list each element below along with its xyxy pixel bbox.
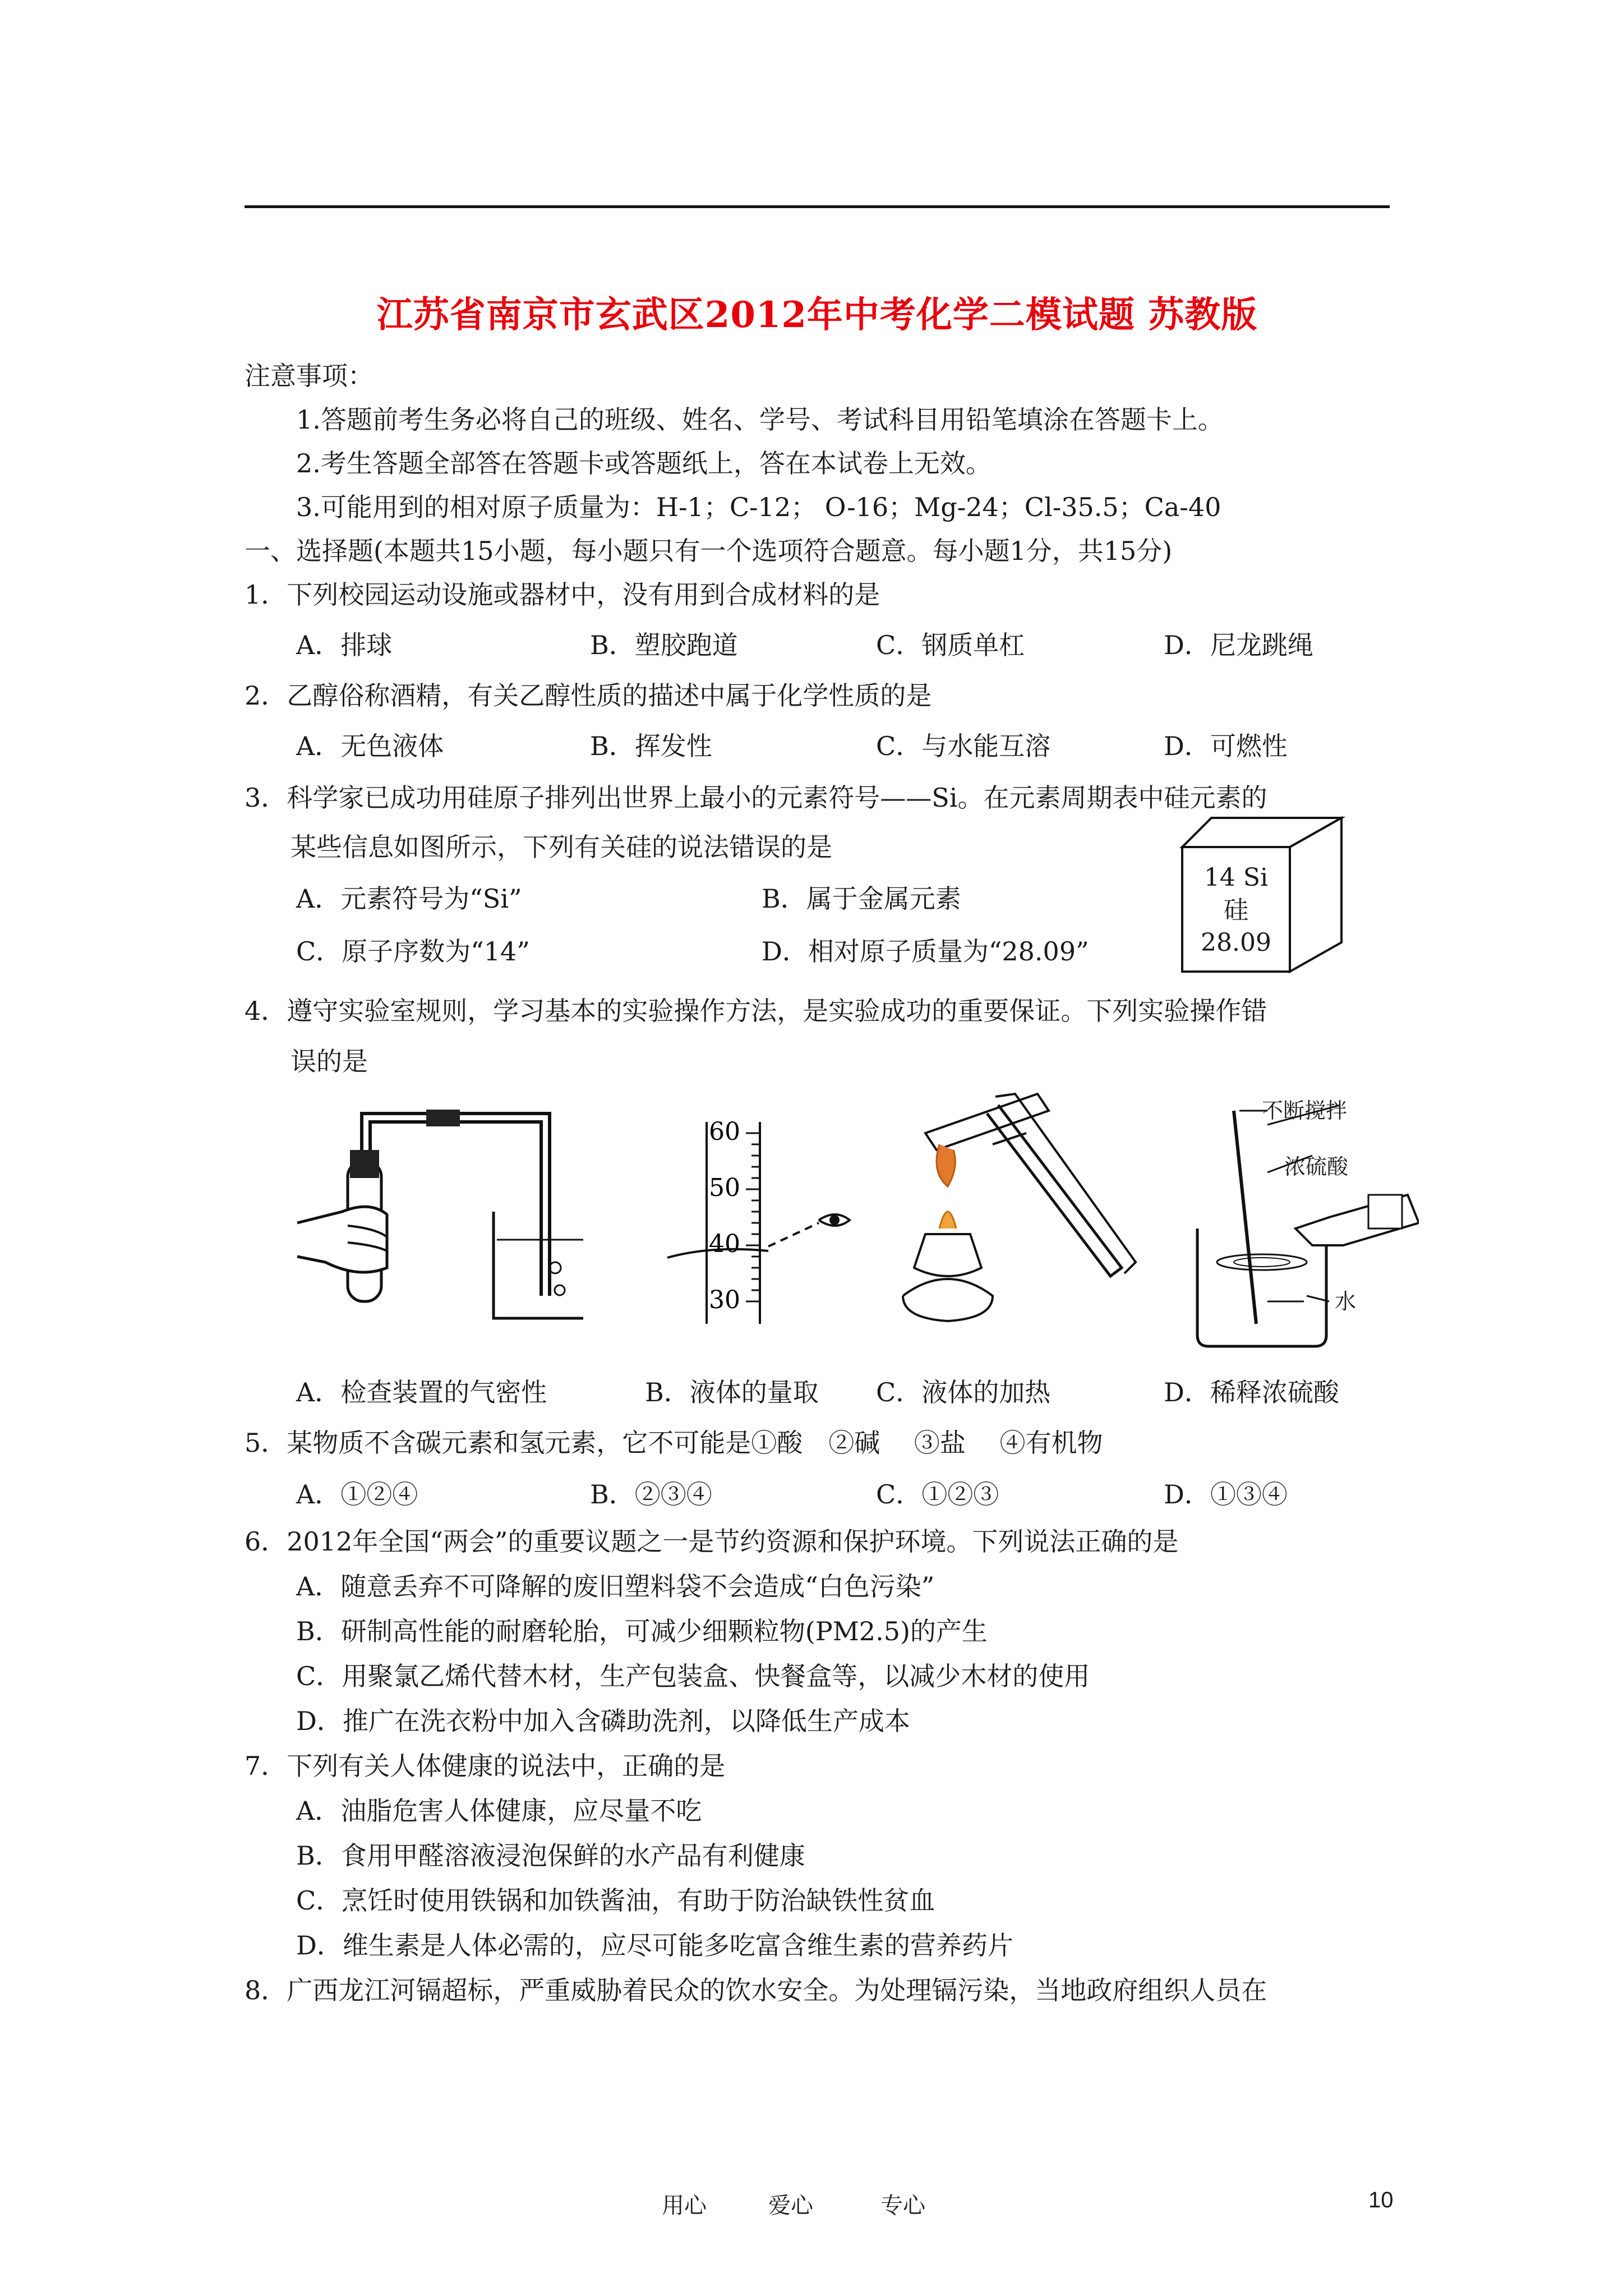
q2-option-a: A．无色液体 <box>296 731 444 761</box>
question-4-stem: 4．遵守实验室规则，学习基本的实验操作方法，是实验成功的重要保证。下列实验操作错 <box>245 996 1267 1026</box>
cylinder-tick-60: 60 <box>709 1117 740 1146</box>
cylinder-tick-30: 30 <box>709 1286 740 1314</box>
notes-heading: 注意事项： <box>245 361 374 391</box>
q5-option-a: A．①②④ <box>296 1479 418 1510</box>
q3-option-c: C．原子序数为“14” <box>296 936 530 967</box>
question-6-stem: 6．2012年全国“两会”的重要议题之一是节约资源和保护环境。下列说法正确的是 <box>245 1526 1179 1557</box>
q1-option-a: A．排球 <box>296 630 393 660</box>
q6-option-d: D．推广在洗衣粉中加入含磷助洗剂，以降低生产成本 <box>296 1706 910 1736</box>
footer-word: 用心 <box>662 2193 707 2219</box>
q5-option-d: D．①③④ <box>1164 1479 1288 1510</box>
figure-liquid-measuring <box>656 1116 858 1329</box>
q5-option-c: C．①②③ <box>876 1479 999 1510</box>
question-3-stem: 3．科学家已成功用硅原子排列出世界上最小的元素符号——Si。在元素周期表中硅元素的 <box>245 783 1267 813</box>
question-8-stem: 8．广西龙江河镉超标，严重威胁着民众的饮水安全。为处理镉污染，当地政府组织人员在 <box>245 1975 1267 2005</box>
q4-option-c: C．液体的加热 <box>876 1377 1051 1407</box>
q6-option-a: A．随意丢弃不可降解的废旧塑料袋不会造成“白色污染” <box>296 1571 935 1602</box>
footer-word: 爱心 <box>768 2193 813 2219</box>
q7-option-d: D．维生素是人体必需的，应尽可能多吃富含维生素的营养药片 <box>296 1930 1013 1961</box>
q7-option-b: B．食用甲醛溶液浸泡保鲜的水产品有利健康 <box>296 1841 805 1871</box>
note-item: 2.考生答题全部答在答题卡或答题纸上，答在本试卷上无效。 <box>296 448 992 478</box>
q3-option-a: A．元素符号为“Si” <box>296 884 522 914</box>
q4-option-b: B．液体的量取 <box>645 1377 819 1407</box>
q7-option-a: A．油脂危害人体健康，应尽量不吃 <box>296 1796 702 1826</box>
header-rule <box>245 205 1390 208</box>
question-1-stem: 1．下列校园运动设施或器材中，没有用到合成材料的是 <box>245 579 880 610</box>
label-stir: 不断搅拌 <box>1262 1098 1348 1123</box>
q6-option-b: B．研制高性能的耐磨轮胎，可减少细颗粒物(PM2.5)的产生 <box>296 1616 988 1646</box>
question-7-stem: 7．下列有关人体健康的说法中，正确的是 <box>245 1751 726 1781</box>
element-number-symbol: 14 Si <box>1204 863 1269 892</box>
q4-option-a: A．检查装置的气密性 <box>296 1377 547 1407</box>
q2-option-c: C．与水能互溶 <box>876 731 1051 761</box>
q3-option-b: B．属于金属元素 <box>762 884 961 914</box>
q6-option-c: C．用聚氯乙烯代替木材，生产包装盒、快餐盒等，以减少木材的使用 <box>296 1661 1090 1691</box>
element-mass: 28.09 <box>1201 928 1271 957</box>
figure-airtightness-check <box>292 1099 583 1335</box>
page-number: 10 <box>1368 2188 1394 2212</box>
q5-option-b: B．②③④ <box>590 1479 712 1510</box>
element-name: 硅 <box>1224 896 1248 924</box>
label-water: 水 <box>1335 1289 1357 1314</box>
cylinder-tick-40: 40 <box>709 1230 740 1258</box>
section-heading: 一、选择题(本题共15小题，每小题只有一个选项符合题意。每小题1分，共15分) <box>245 536 1173 566</box>
figure-dilute-acid <box>1183 1099 1419 1352</box>
q7-option-c: C．烹饪时使用铁锅和加铁酱油，有助于防治缺铁性贫血 <box>296 1885 935 1916</box>
label-conc-acid: 浓硫酸 <box>1284 1154 1349 1179</box>
q2-option-b: B．挥发性 <box>590 731 712 761</box>
note-item: 3.可能用到的相对原子质量为：H-1；C-12； O-16；Mg-24；Cl-35.5；Ca-40 <box>296 492 1221 522</box>
q4-option-d: D．稀释浓硫酸 <box>1164 1377 1339 1407</box>
silicon-element-cell <box>1178 813 1346 976</box>
figure-liquid-heating <box>886 1083 1150 1335</box>
q1-option-b: B．塑胶跑道 <box>590 630 738 660</box>
q2-option-d: D．可燃性 <box>1164 731 1288 761</box>
question-4-stem-cont: 误的是 <box>291 1046 368 1076</box>
question-5-stem: 5．某物质不含碳元素和氢元素，它不可能是①酸 ②碱 ③盐 ④有机物 <box>245 1428 1103 1458</box>
q1-option-c: C．钢质单杠 <box>876 630 1025 660</box>
question-3-stem-cont: 某些信息如图所示，下列有关硅的说法错误的是 <box>291 832 832 862</box>
footer-word: 专心 <box>880 2193 925 2219</box>
question-2-stem: 2．乙醇俗称酒精，有关乙醇性质的描述中属于化学性质的是 <box>245 680 932 711</box>
q3-option-d: D．相对原子质量为“28.09” <box>762 936 1089 967</box>
q1-option-d: D．尼龙跳绳 <box>1164 630 1313 660</box>
note-item: 1.答题前考生务必将自己的班级、姓名、学号、考试科目用铅笔填涂在答题卡上。 <box>296 404 1224 435</box>
cylinder-tick-50: 50 <box>709 1174 740 1202</box>
page-title: 江苏省南京市玄武区2012年中考化学二模试题 苏教版 <box>376 294 1258 336</box>
